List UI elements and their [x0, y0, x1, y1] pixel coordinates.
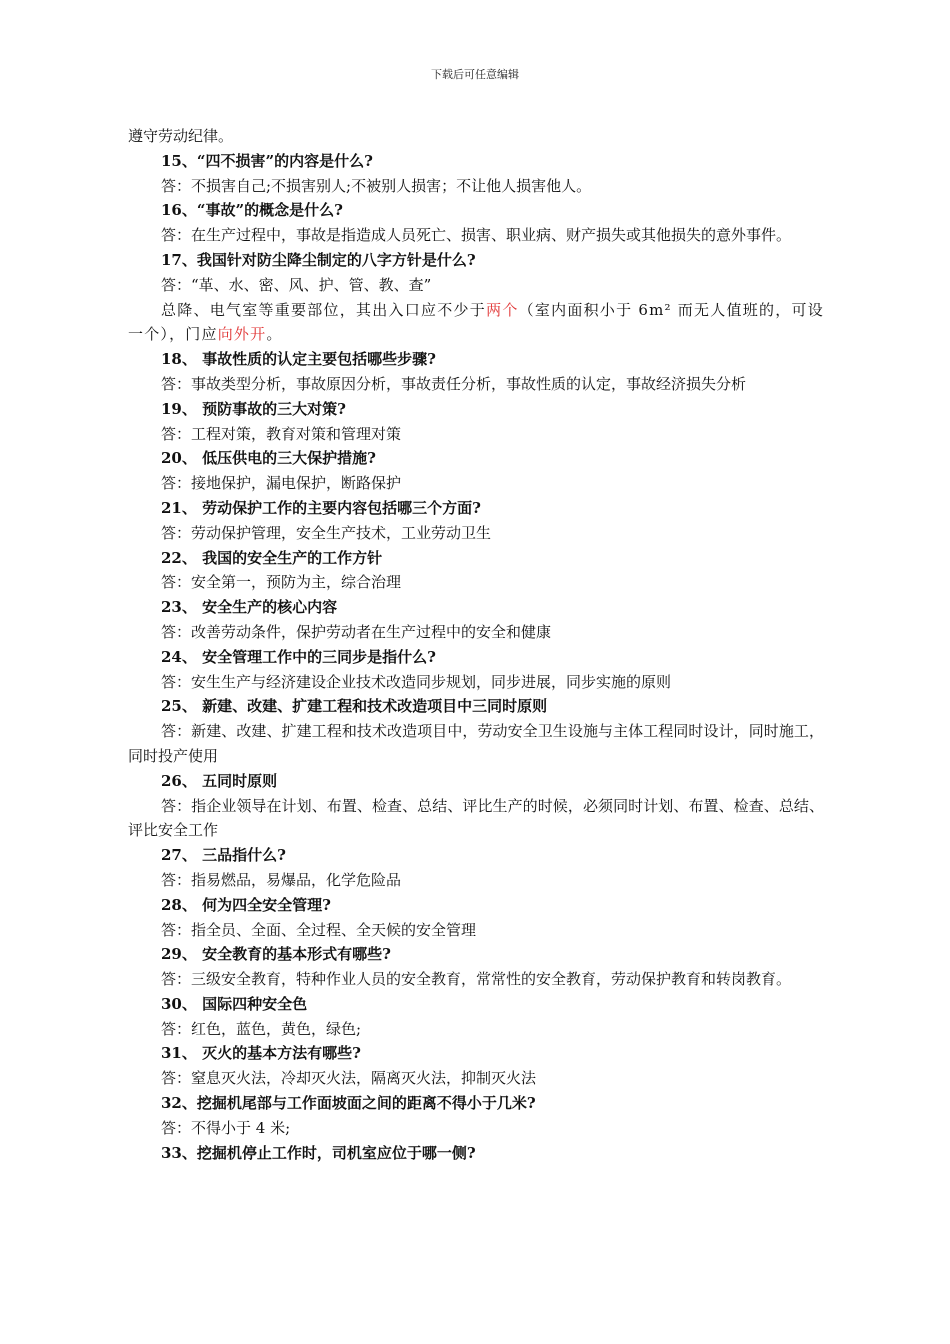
exit-note-text-2: （室内面积小于 6m² 而无人值班的，可设一个），门应 — [128, 300, 824, 344]
question-22: 22、 我国的安全生产的工作方针 — [161, 548, 383, 567]
question-25: 25、 新建、改建、扩建工程和技术改造项目中三同时原则 — [161, 697, 548, 716]
answer-31: 答：窒息灭火法，冷却灭火法，隔离灭火法，抑制灭火法 — [161, 1069, 537, 1088]
answer-22: 答：安全第一，预防为主，综合治理 — [161, 573, 402, 592]
answer-25: 答：新建、改建、扩建工程和技术改造项目中，劳动安全卫生设施与主体工程同时设计，同时施工，同时投产使用 — [128, 722, 824, 765]
door-direction-highlight: 向外开 — [217, 325, 267, 344]
question-31: 31、 灭火的基本方法有哪些? — [161, 1044, 361, 1063]
answer-15: 答：不损害自己;不损害别人;不被别人损害；不让他人损害他人。 — [161, 176, 592, 195]
answer-16: 答：在生产过程中，事故是指造成人员死亡、损害、职业病、财产损失或其他损失的意外事件。 — [161, 226, 792, 245]
question-15: 15、“四不损害”的内容是什么? — [161, 151, 373, 170]
question-23: 23、 安全生产的核心内容 — [161, 598, 338, 617]
answer-32: 答：不得小于 4 米; — [161, 1118, 291, 1137]
question-21: 21、 劳动保护工作的主要内容包括哪三个方面? — [161, 498, 481, 517]
question-16: 16、“事故”的概念是什么? — [161, 201, 343, 220]
exit-note — [128, 298, 824, 348]
answer-23: 答：改善劳动条件，保护劳动者在生产过程中的安全和健康 — [161, 622, 552, 641]
answer-27: 答：指易燃品，易爆品，化学危险品 — [161, 870, 402, 889]
exit-count-highlight: 两个 — [486, 300, 519, 319]
question-18: 18、 事故性质的认定主要包括哪些步骤? — [161, 350, 436, 369]
answer-30: 答：红色，蓝色，黄色，绿色; — [161, 1019, 362, 1038]
answer-19: 答：工程对策，教育对策和管理对策 — [161, 424, 402, 443]
question-28: 28、 何为四全安全管理? — [161, 895, 331, 914]
answer-18: 答：事故类型分析，事故原因分析，事故责任分析，事故性质的认定，事故经济损失分析 — [161, 374, 747, 393]
answer-26: 答：指企业领导在计划、布置、检查、总结、评比生产的时候，必须同时计划、布置、检查、总结、评比安全工作 — [128, 796, 824, 840]
question-24: 24、 安全管理工作中的三同步是指什么? — [161, 647, 436, 666]
answer-29: 答：三级安全教育，特种作业人员的安全教育，常常性的安全教育，劳动保护教育和转岗教育。 — [161, 970, 792, 989]
exit-note-text-3: 。 — [266, 325, 283, 344]
answer-21: 答：劳动保护管理，安全生产技术，工业劳动卫生 — [161, 523, 492, 542]
question-26: 26、 五同时原则 — [161, 771, 278, 790]
question-29: 29、 安全教育的基本形式有哪些? — [161, 945, 391, 964]
question-27: 27、 三品指什么? — [161, 846, 286, 865]
exit-note-text-1: 总降、电气室等重要部位，其出入口应不少于 — [161, 300, 487, 319]
question-30: 30、 国际四种安全色 — [161, 994, 308, 1013]
page-header: 下载后可任意编辑 — [431, 68, 519, 81]
question-33: 33、挖掘机停止工作时，司机室应位于哪一侧? — [161, 1143, 476, 1162]
answer-20: 答：接地保护，漏电保护，断路保护 — [161, 474, 402, 493]
question-17: 17、我国针对防尘降尘制定的八字方针是什么? — [161, 250, 476, 269]
question-19: 19、 预防事故的三大对策? — [161, 399, 346, 418]
intro-line: 遵守劳动纪律。 — [128, 127, 234, 145]
answer-24: 答：安生生产与经济建设企业技术改造同步规划，同步进展，同步实施的原则 — [161, 672, 672, 691]
answer-17: 答：“革、水、密、风、护、管、教、查” — [161, 275, 432, 294]
question-20: 20、 低压供电的三大保护措施? — [161, 449, 376, 468]
answer-28: 答：指全员、全面、全过程、全天候的安全管理 — [161, 920, 477, 939]
question-32: 32、挖掘机尾部与工作面坡面之间的距离不得小于几米? — [161, 1094, 536, 1113]
document-body — [128, 124, 824, 1165]
